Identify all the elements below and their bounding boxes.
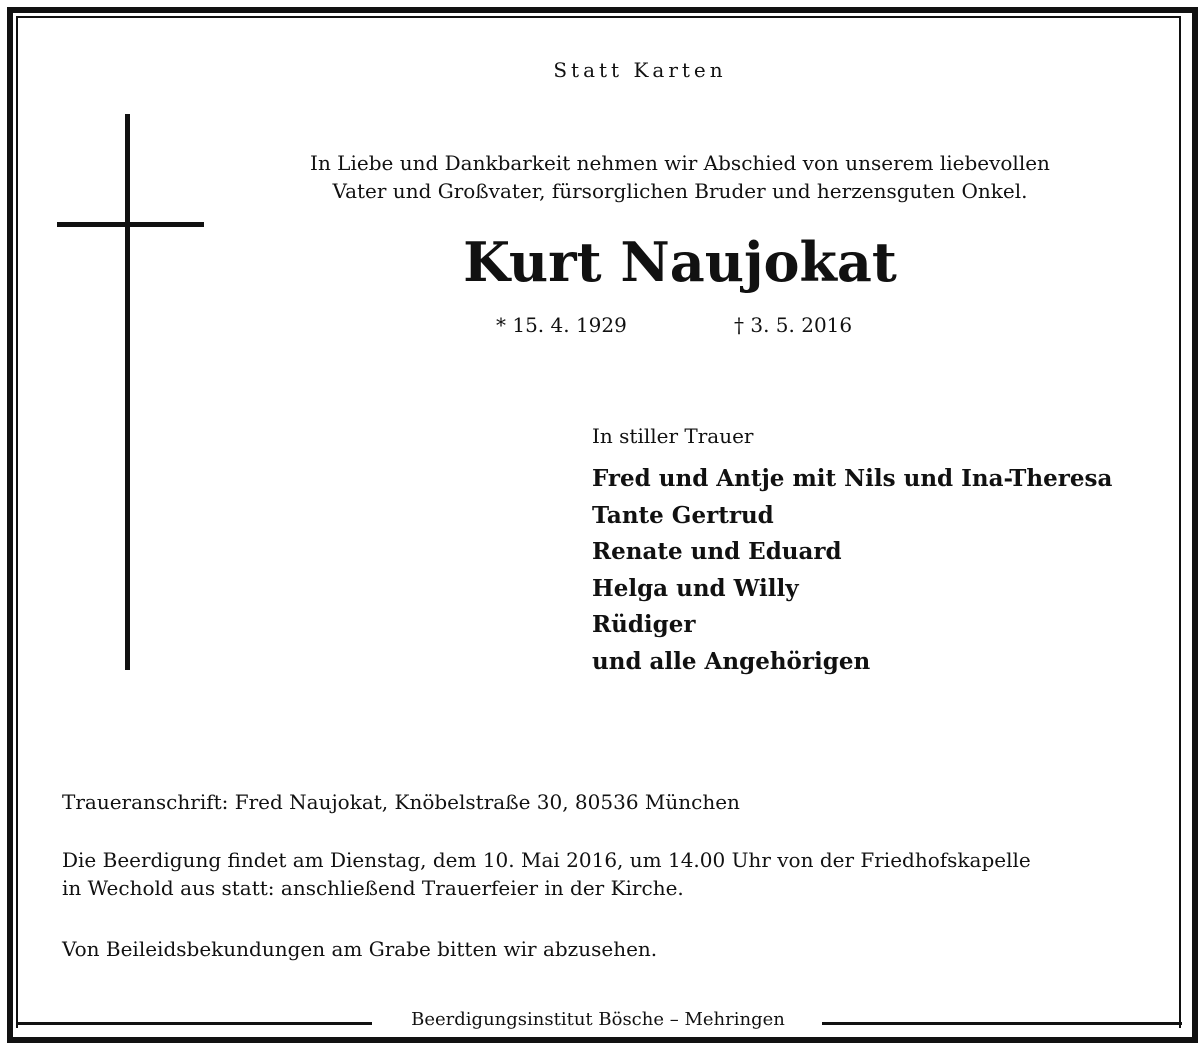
deceased-name: Kurt Naujokat	[463, 230, 897, 294]
mourner-item: Fred und Antje mit Nils und Ina-Theresa	[592, 465, 1113, 492]
condolence-note: Von Beileidsbekundungen am Grabe bitten wir abzusehen.	[62, 937, 658, 961]
intro-text	[230, 149, 1130, 205]
birth-date: * 15. 4. 1929	[496, 313, 627, 337]
mourner-item: Renate und Eduard	[592, 538, 842, 566]
mourning-address: Traueranschrift: Fred Naujokat, Knöbelstraße 30, 80536 München	[62, 790, 740, 814]
mourning-label: In stiller Trauer	[592, 424, 754, 448]
death-date: † 3. 5. 2016	[734, 313, 853, 337]
funeral-line-1: Die Beerdigung findet am Dienstag, dem 10. Mai 2016, um 14.00 Uhr von der Friedhofskapelle	[62, 848, 1031, 872]
intro-line-2: Vater und Großvater, fürsorglichen Bruder und herzensguten Onkel.	[332, 179, 1028, 203]
intro-line-1: In Liebe und Dankbarkeit nehmen wir Abschied von unserem liebevollen	[310, 151, 1050, 175]
statt-karten-heading: Statt Karten	[553, 58, 727, 82]
mourner-item: Tante Gertrud	[592, 501, 774, 529]
mourner-item: und alle Angehörigen	[592, 647, 871, 675]
undertaker-footer: Beerdigungsinstitut Bösche – Mehringen	[380, 1009, 816, 1030]
bottom-rule-right	[822, 1022, 1182, 1025]
funeral-line-2: in Wechold aus statt: anschließend Trauerfeier in der Kirche.	[62, 876, 684, 900]
cross-vertical-beam	[125, 114, 130, 670]
mourner-item: Rüdiger	[592, 611, 696, 639]
mourners-list	[592, 461, 1112, 681]
funeral-details	[62, 846, 1031, 902]
bottom-rule-left	[18, 1022, 372, 1025]
cross-horizontal-beam	[57, 222, 204, 227]
mourner-item: Helga und Willy	[592, 574, 799, 602]
